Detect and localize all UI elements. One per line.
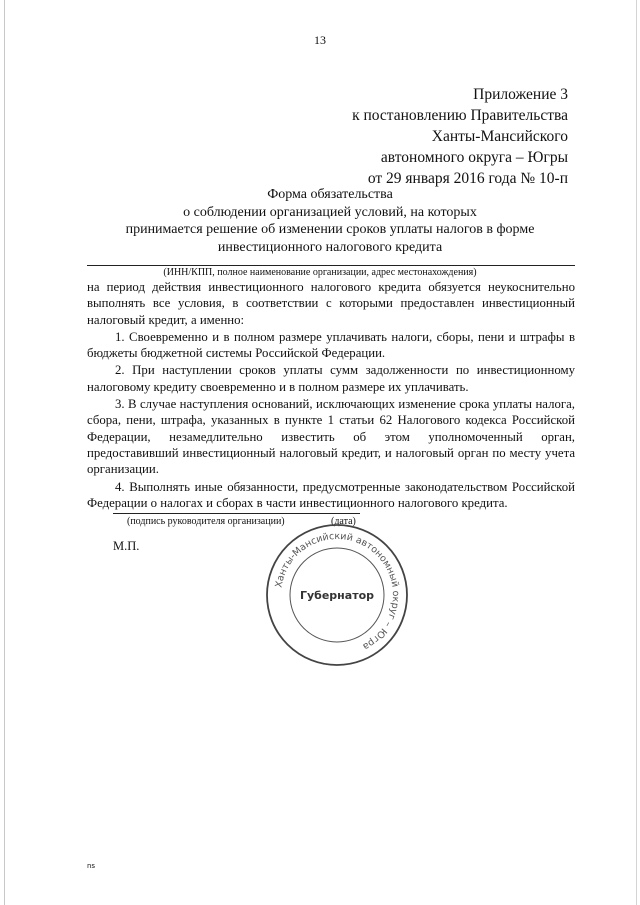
signature-line <box>113 513 360 514</box>
stamp-place-label: М.П. <box>113 539 140 553</box>
appendix-line: от 29 января 2016 года № 10-п <box>367 170 568 187</box>
obligation-item-1: 1. Своевременно и в полном размере уплачивать налоги, сборы, пени и штрафы в бюджеты бюджетной системы Российской Федерации. <box>87 329 575 361</box>
organization-caption: (ИНН/КПП, полное наименование организации, адрес местонахождения) <box>163 267 477 278</box>
scan-edge-right <box>636 0 637 905</box>
footer-code: ns <box>87 862 96 870</box>
form-title-line: принимается решение об изменении сроков уплаты налогов в форме <box>125 222 535 237</box>
obligation-item-4: 4. Выполнять иные обязанности, предусмотренные законодательством Российской Федерации о налогах и сборах в части инвестиционного налогового кредита. <box>87 479 575 510</box>
scan-edge-left <box>4 0 5 905</box>
appendix-line: Ханты-Мансийского <box>431 128 568 145</box>
date-caption: (дата) <box>331 516 356 527</box>
signature-caption: (подпись руководителя организации) <box>127 516 285 527</box>
official-seal <box>262 520 412 670</box>
obligation-item-3: 3. В случае наступления оснований, исключающих изменение срока уплаты налога, сбора, пени, штрафа, указанных в пункте 1 статьи 62 Налогового кодекса Российской Федерации, незамедлительно известить об этом уполномоченный орган, предоставивший инвестиционный налоговый кредит, и налоговый орган по месту учета организации. <box>87 397 575 477</box>
seal-ring-text: Ханты-Мансийский автономный округ – Югра <box>273 530 402 653</box>
obligation-text <box>87 279 575 511</box>
form-title-line: инвестиционного налогового кредита <box>217 239 443 255</box>
appendix-block <box>352 84 568 189</box>
page-number: 13 <box>314 33 326 47</box>
seal-center-text: Губернатор <box>299 589 375 602</box>
appendix-line: к постановлению Правительства <box>352 107 568 124</box>
organization-blank-line <box>87 265 575 266</box>
form-title <box>60 186 600 256</box>
obligation-item-2: 2. При наступлении сроков уплаты сумм задолженности по инвестиционному налоговому кредиту своевременно и в полном размере их уплачивать. <box>87 363 575 394</box>
intro-paragraph: на период действия инвестиционного налогового кредита обязуется неукоснительно выполнять все условия, в соответствии с которыми предоставлен инвестиционный налоговый кредит, а именно: <box>87 280 575 327</box>
appendix-line: Приложение 3 <box>473 86 568 103</box>
form-title-line: о соблюдении организацией условий, на которых <box>183 204 477 220</box>
appendix-line: автономного округа – Югры <box>380 149 568 166</box>
form-title-line: Форма обязательства <box>267 187 393 202</box>
